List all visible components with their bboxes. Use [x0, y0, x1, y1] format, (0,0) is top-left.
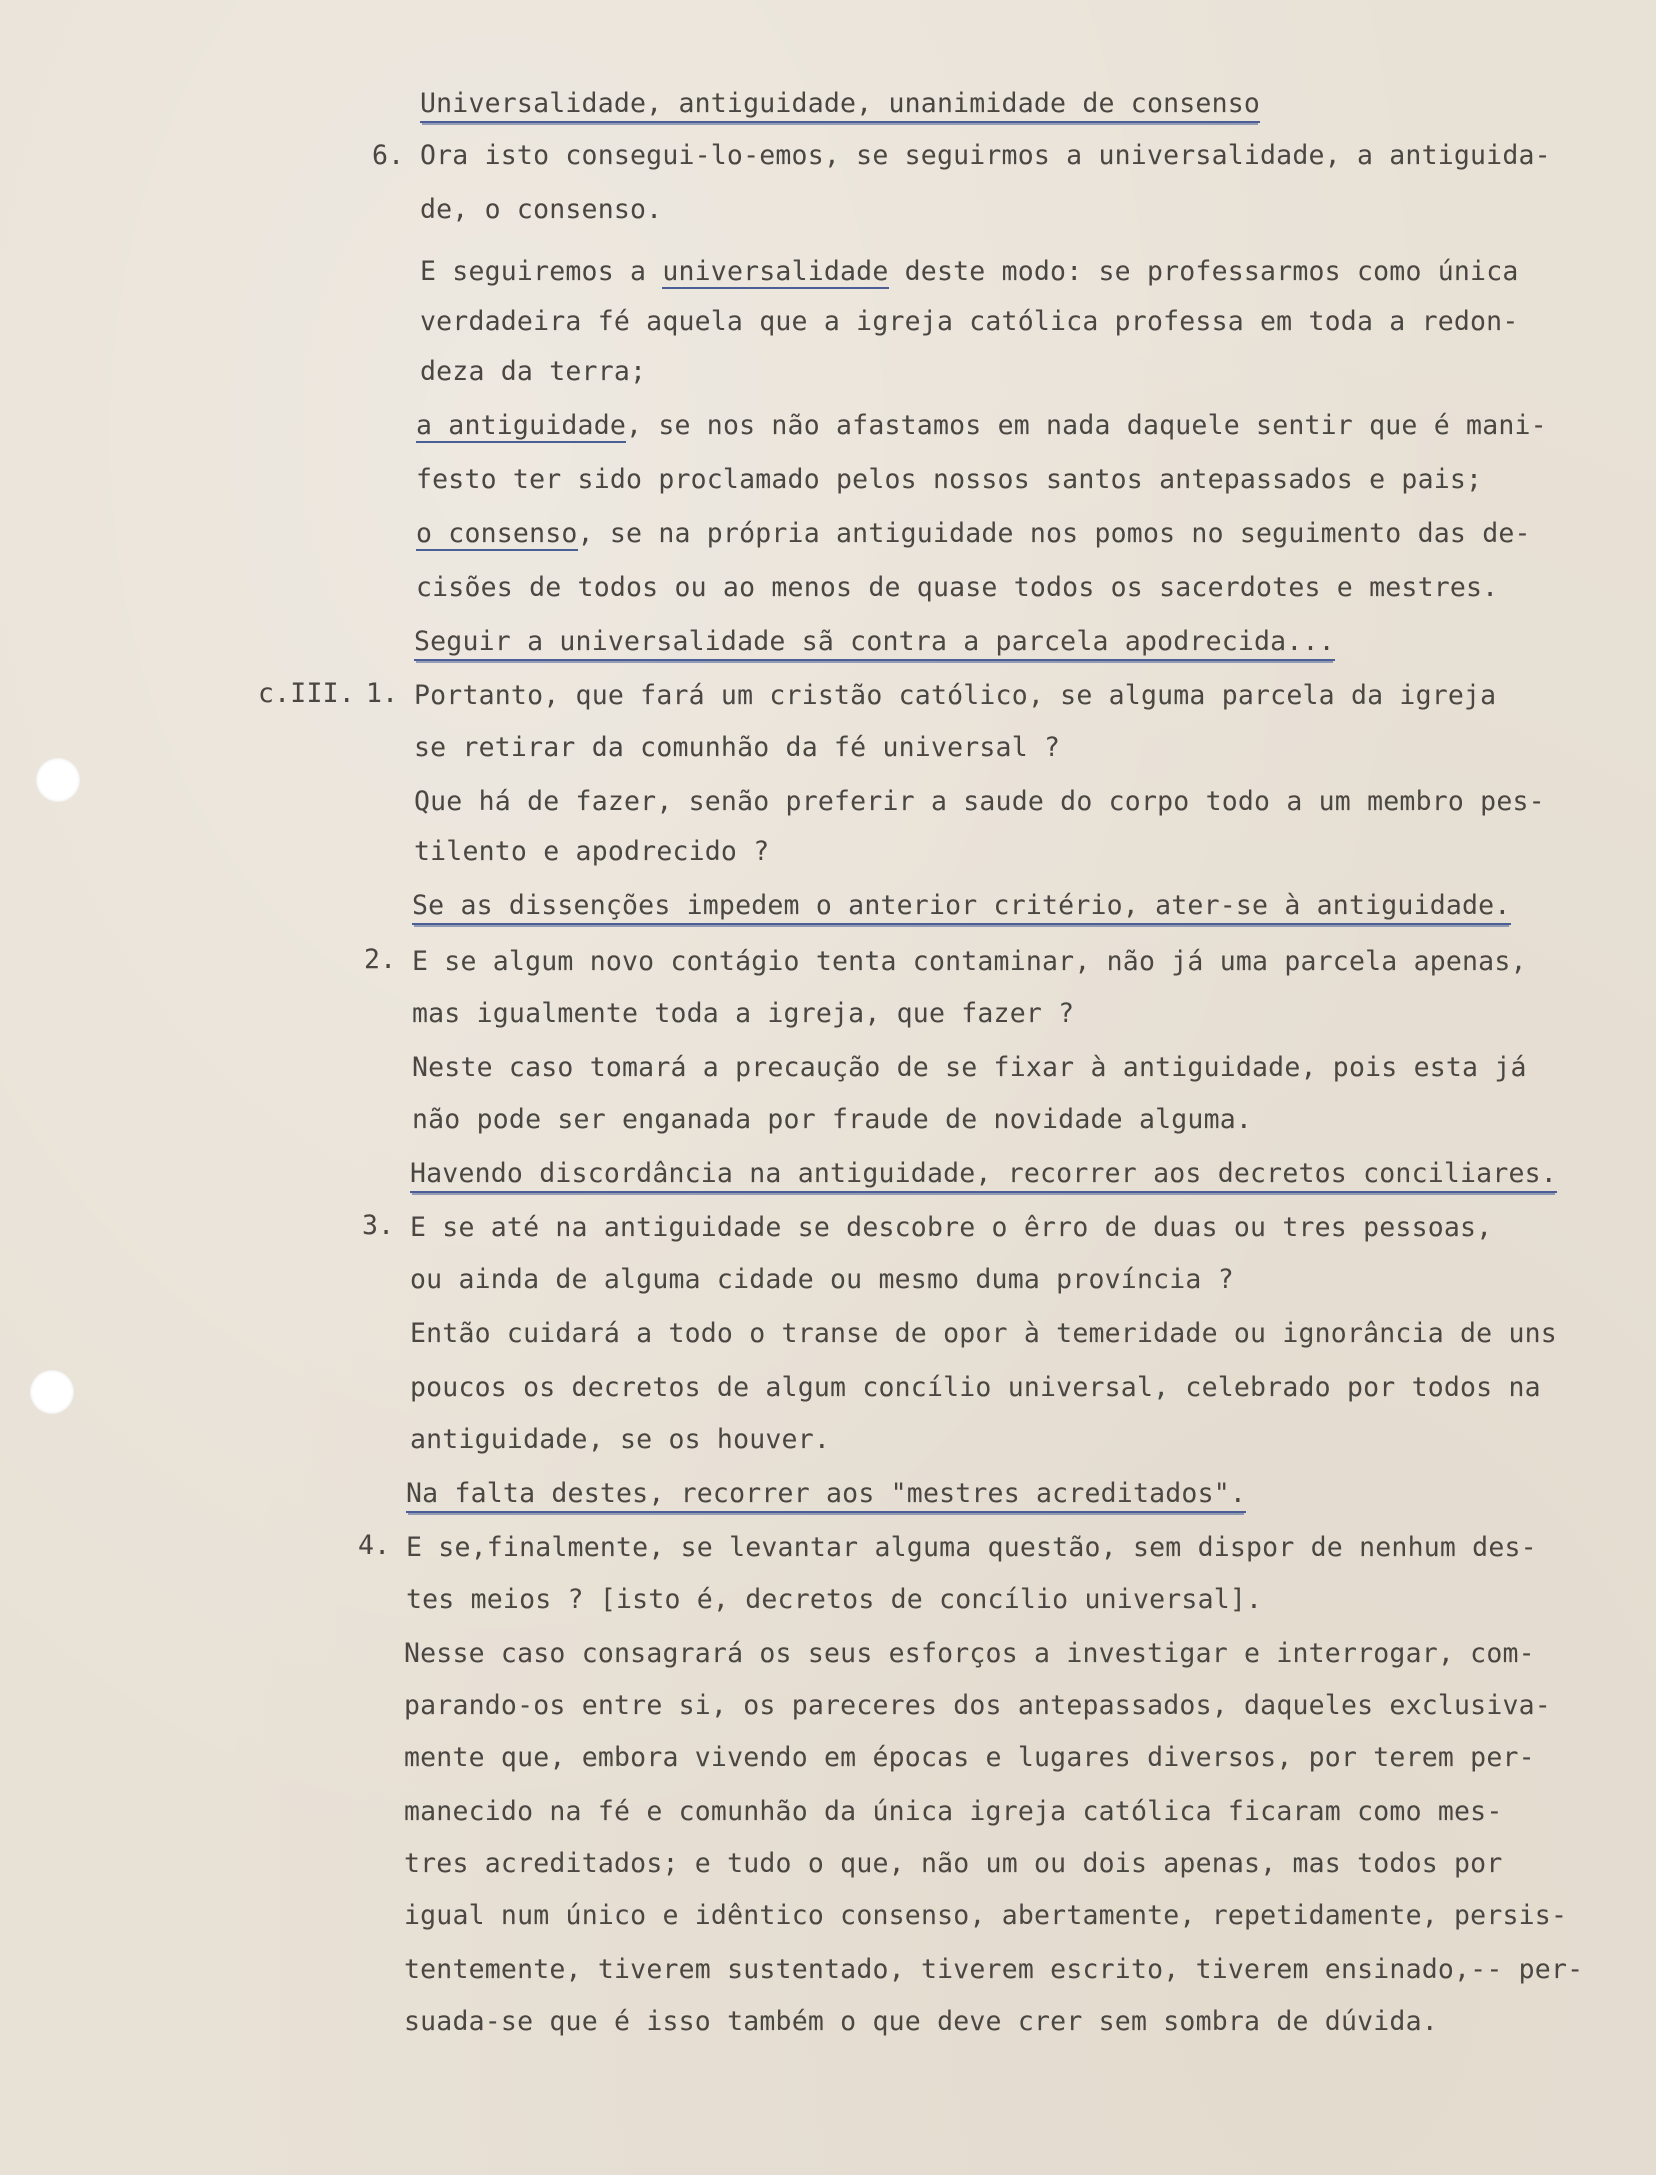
item-number: 1. [366, 678, 399, 709]
text-line: a antiguidade, se nos não afastamos em nada daquele sentir que é mani- [416, 410, 1547, 441]
text-line: igual num único e idêntico consenso, abertamente, repetidamente, persis- [404, 1900, 1568, 1931]
underlined-term: universalidade [662, 256, 889, 287]
text-line: Que há de fazer, senão preferir a saude do corpo todo a um membro pes- [414, 786, 1545, 817]
text-line: Portanto, que fará um cristão católico, se alguma parcela da igreja [414, 680, 1497, 711]
section-3-heading: Havendo discordância na antiguidade, recorrer aos decretos conciliares. [410, 1158, 1557, 1193]
underlined-term: a antiguidade [416, 410, 627, 441]
text-line: Então cuidará a todo o transe de opor à temeridade ou ignorância de uns [410, 1318, 1557, 1349]
text-line: poucos os decretos de algum concílio universal, celebrado por todos na [410, 1372, 1541, 1403]
item-number: 4. [358, 1530, 391, 1561]
section-2-heading: Se as dissenções impedem o anterior critério, ater-se à antiguidade. [412, 890, 1511, 925]
text-line: tres acreditados; e tudo o que, não um ou dois apenas, mas todos por [404, 1848, 1503, 1879]
text-line: não pode ser enganada por fraude de novidade alguma. [412, 1104, 1253, 1135]
text-line: suada-se que é isso também o que deve crer sem sombra de dúvida. [404, 2006, 1438, 2037]
punch-hole [30, 1370, 74, 1414]
text-line: o consenso, se na própria antiguidade nos pomos no seguimento das de- [416, 518, 1531, 549]
text-line: tentemente, tiverem sustentado, tiverem escrito, tiverem ensinado,-- per- [404, 1954, 1584, 1985]
text-line: se retirar da comunhão da fé universal ? [414, 732, 1061, 763]
text-line: Ora isto consegui-lo-emos, se seguirmos a universalidade, a antiguida- [420, 140, 1551, 171]
text-line: Nesse caso consagrará os seus esforços a investigar e interrogar, com- [404, 1638, 1535, 1669]
text-line: de, o consenso. [420, 194, 663, 225]
text-line: deza da terra; [420, 356, 647, 387]
text-line: mas igualmente toda a igreja, que fazer ? [412, 998, 1075, 1029]
text-line: E se até na antiguidade se descobre o êrro de duas ou tres pessoas, [410, 1212, 1493, 1243]
item-number: 2. [364, 944, 397, 975]
underlined-term: o consenso [416, 518, 578, 549]
text-line: E se,finalmente, se levantar alguma questão, sem dispor de nenhum des- [406, 1532, 1537, 1563]
section-c3-1-heading: Seguir a universalidade sã contra a parcela apodrecida... [414, 626, 1335, 661]
item-number: 6. [372, 140, 405, 171]
text-line: tes meios ? [isto é, decretos de concílio universal]. [406, 1584, 1263, 1615]
text-line: mente que, embora vivendo em épocas e lugares diversos, por terem per- [404, 1742, 1535, 1773]
section-4-heading: Na falta destes, recorrer aos "mestres acreditados". [406, 1478, 1246, 1513]
punch-hole [36, 758, 80, 802]
section-6-heading: Universalidade, antiguidade, unanimidade de consenso [420, 88, 1260, 123]
chapter-marker: c.III. [258, 678, 355, 709]
text-line: Neste caso tomará a precaução de se fixar à antiguidade, pois esta já [412, 1052, 1527, 1083]
text-line: ou ainda de alguma cidade ou mesmo duma província ? [410, 1264, 1234, 1295]
text-line: cisões de todos ou ao menos de quase todos os sacerdotes e mestres. [416, 572, 1499, 603]
item-number: 3. [362, 1210, 395, 1241]
text-line: festo ter sido proclamado pelos nossos santos antepassados e pais; [416, 464, 1483, 495]
text-line: antiguidade, se os houver. [410, 1424, 831, 1455]
text-line: E se algum novo contágio tenta contaminar, não já uma parcela apenas, [412, 946, 1527, 977]
text-line: verdadeira fé aquela que a igreja católica professa em toda a redon- [420, 306, 1519, 337]
text-line: parando-os entre si, os pareceres dos antepassados, daqueles exclusiva- [404, 1690, 1551, 1721]
text-line: tilento e apodrecido ? [414, 836, 770, 867]
text-line: manecido na fé e comunhão da única igreja católica ficaram como mes- [404, 1796, 1503, 1827]
text-line: E seguiremos a universalidade deste modo: se professarmos como única [420, 256, 1519, 287]
